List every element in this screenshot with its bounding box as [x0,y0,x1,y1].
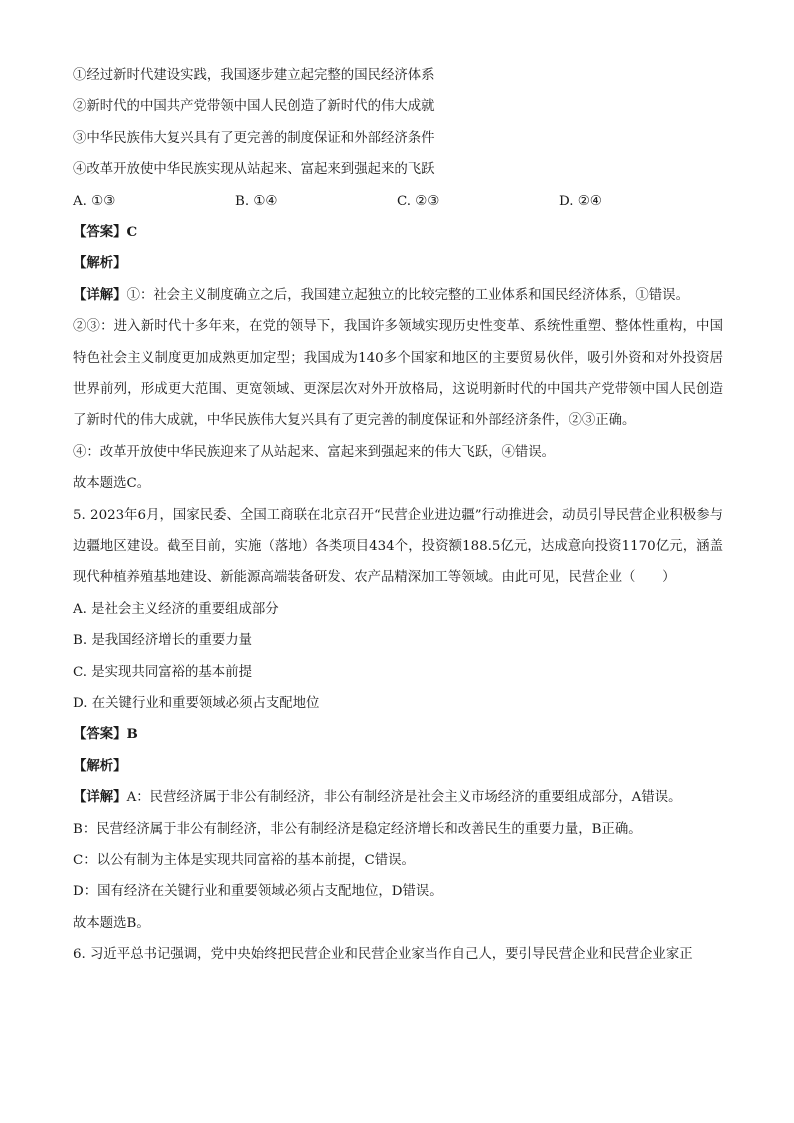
q4-answer: 【答案】C [73,223,138,240]
q5-analysis-label: 【解析】 [73,757,127,774]
q5-stem: 5. 2023年6月，国家民委、全国工商联在北京召开“民营企业进边疆”行动推进会，动员引导民营企业积极参与边疆地区建设。截至目前，实施（落地）各类项目434个，投资额188.5亿元，达成意向投资1170亿元，涵盖现代种植养殖基地建设、新能源高端装备研发、农产品精深加工等领域。由此可见，民营企业（ ） [73,507,723,586]
q5-detail-a-text: A：民营经济属于非公有制经济，非公有制经济是社会主义市场经济的重要组成部分，A错误。 [126,790,682,806]
q4-option-b: B. ①④ [235,193,278,209]
q5-answer: 【答案】B [73,726,138,743]
q5-choice-b: B. 是我国经济增长的重要力量 [73,633,253,649]
q5-detail-b: B：民营经济属于非公有制经济，非公有制经济是稳定经济增长和改善民生的重要力量，B正确。 [73,821,642,837]
q4-detail-2: ②③：进入新时代十多年来，在党的领导下，我国许多领域实现历史性变革、系统性重塑、整体性重构，中国特色社会主义制度更加成熟更加定型；我国成为140多个国家和地区的主要贸易伙伴，吸引外资和对外投资居世界前列，形成更大范围、更宽领域、更深层次对外开放格局，这说明新时代的中国共产党带领中国人民创造了新时代的伟大成就，中华民族伟大复兴具有了更完善的制度保证和外部经济条件，②③正确。 [73,319,723,429]
q5-detail-a [73,782,723,813]
q4-option-a: A. ①③ [73,193,116,209]
q5-choice-d: D. 在关键行业和重要领域必须占支配地位 [73,695,320,711]
q4-statement-4: ④改革开放使中华民族实现从站起来、富起来到强起来的飞跃 [73,162,435,178]
q4-conclusion: 故本题选C。 [73,476,151,492]
q5-choice-c: C. 是实现共同富裕的基本前提 [73,664,252,680]
q5-choice-a: A. 是社会主义经济的重要组成部分 [73,601,279,617]
q4-detail-label: 【详解】 [73,286,127,303]
q4-option-c: C. ②③ [397,193,440,209]
q4-detail-1 [73,280,723,311]
q5-conclusion: 故本题选B。 [73,915,150,931]
q5-detail-label: 【详解】 [73,789,127,806]
q4-statement-3: ③中华民族伟大复兴具有了更完善的制度保证和外部经济条件 [73,130,435,146]
q5-detail-d: D：国有经济在关键行业和重要领域必须占支配地位，D错误。 [73,884,443,900]
q4-statement-2: ②新时代的中国共产党带领中国人民创造了新时代的伟大成就 [73,99,435,115]
q4-option-d: D. ②④ [559,193,602,209]
q4-analysis-label: 【解析】 [73,255,127,272]
q5-detail-c: C：以公有制为主体是实现共同富裕的基本前提，C错误。 [73,852,415,868]
document-page [73,60,723,970]
q4-detail-3: ④：改革开放使中华民族迎来了从站起来、富起来到强起来的伟大飞跃，④错误。 [73,444,556,460]
q4-options [73,186,723,217]
q6-stem: 6. 习近平总书记强调，党中央始终把民营企业和民营企业家当作自己人，要引导民营企业和民营企业家正 [73,947,693,963]
q4-detail-1-text: ①：社会主义制度确立之后，我国建立起独立的比较完整的工业体系和国民经济体系，①错误。 [126,287,689,303]
q4-statement-1: ①经过新时代建设实践，我国逐步建立起完整的国民经济体系 [73,68,435,83]
